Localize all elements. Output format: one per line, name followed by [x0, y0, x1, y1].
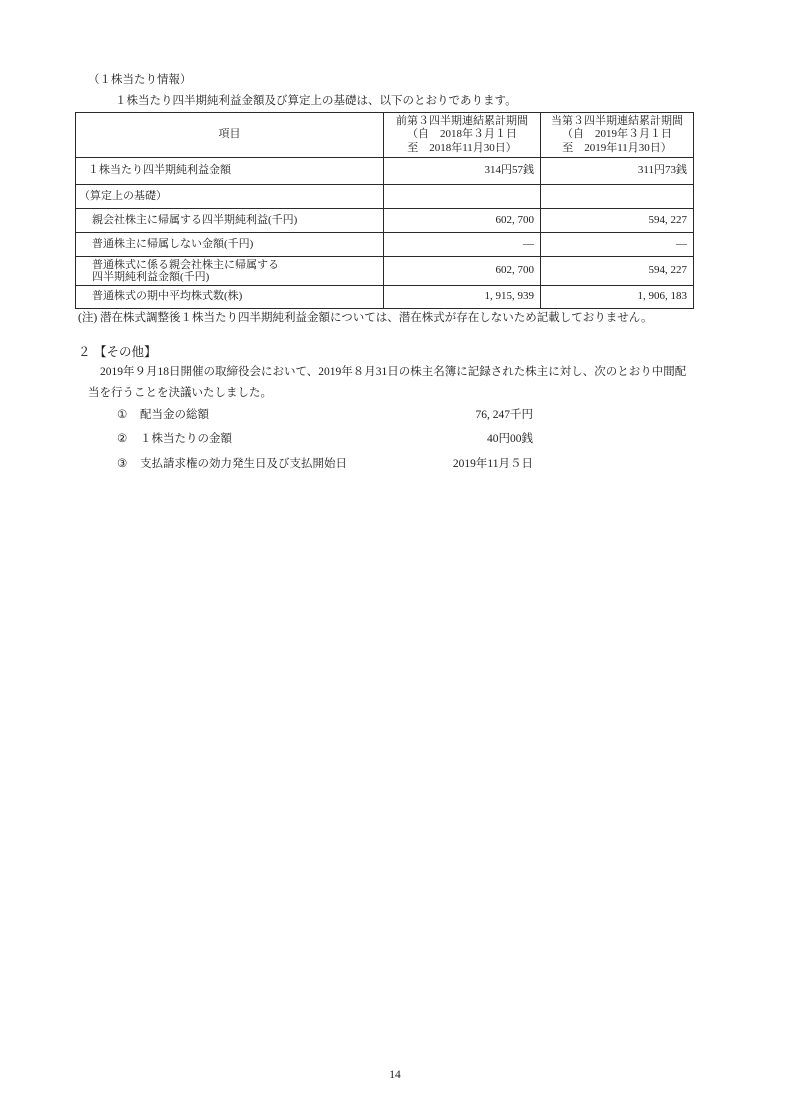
table-row [76, 185, 694, 209]
prev-period-value: 602, 700 [384, 209, 541, 233]
prev-period-value: 602, 700 [384, 257, 541, 286]
info-heading: （１株当たり情報） [88, 74, 192, 86]
prev-period-header-line: 至 2018年11月30日） [407, 141, 517, 154]
paragraph-line: 当を行うことを決議いたしました。 [88, 387, 272, 399]
item-label: 配当金の総額 [140, 409, 209, 421]
prev-period-value [384, 185, 541, 209]
current-period-header-line: （自 2019年３月１日 [562, 128, 672, 141]
item-value: 76, 247千円 [475, 409, 533, 421]
item-marker: ② [117, 433, 128, 445]
row-label-line: 普通株式に係る親会社株主に帰属する [92, 258, 279, 271]
table-row [76, 233, 694, 257]
dividend-item [0, 408, 790, 422]
item-marker: ① [117, 409, 128, 421]
table-header-row [76, 113, 694, 158]
current-period-header-line: 至 2019年11月30日） [562, 141, 672, 154]
row-label [76, 209, 384, 233]
row-label-line: 四半期純利益金額(千円) [92, 271, 210, 283]
item-label: １株当たりの金額 [140, 433, 232, 445]
row-label-line: 親会社株主に帰属する四半期純利益(千円) [92, 213, 298, 226]
current-period-header [541, 113, 694, 158]
prev-period-value: 1, 915, 939 [384, 286, 541, 309]
current-period-value [541, 185, 694, 209]
current-period-value: 311円73銭 [541, 158, 694, 185]
current-period-value: 1, 906, 183 [541, 286, 694, 309]
section-number: ２ [78, 345, 91, 359]
page-number: 14 [389, 1069, 401, 1081]
dividend-item [0, 457, 790, 471]
earnings-per-share-table [75, 112, 694, 309]
table-footnote: (注) 潜在株式調整後１株当たり四半期純利益金額については、潜在株式が存在しないため記載しておりません。 [78, 312, 653, 324]
table-row [76, 286, 694, 309]
item-column-header: 項目 [76, 113, 384, 158]
current-period-value: 594, 227 [541, 257, 694, 286]
current-period-header-line: 当第３四半期連結累計期間 [551, 114, 683, 127]
row-label [76, 158, 384, 185]
prev-period-header [384, 113, 541, 158]
info-intro: １株当たり四半期純利益金額及び算定上の基礎は、以下のとおりであります。 [115, 95, 517, 107]
current-period-value: 594, 227 [541, 209, 694, 233]
row-label-line: 普通株式の期中平均株式数(株) [92, 290, 243, 303]
row-label-line: 普通株主に帰属しない金額(千円) [92, 237, 254, 250]
row-label [76, 257, 384, 286]
item-label: 支払請求権の効力発生日及び支払開始日 [140, 458, 347, 470]
table-row [76, 257, 694, 286]
table-row [76, 209, 694, 233]
row-label-line: （算定上の基礎） [79, 189, 167, 202]
dividend-item [0, 432, 790, 446]
section-title: 【その他】 [94, 345, 157, 359]
paragraph-line: 2019年９月18日開催の取締役会において、2019年８月31日の株主名簿に記録された株主に対し、次のとおり中間配 [100, 366, 687, 378]
item-marker: ③ [117, 458, 128, 470]
prev-period-value: 314円57銭 [384, 158, 541, 185]
row-label [76, 233, 384, 257]
table-row [76, 158, 694, 185]
prev-period-header-line: 前第３四半期連結累計期間 [396, 114, 528, 127]
current-period-value: ― [541, 233, 694, 257]
prev-period-header-line: （自 2018年３月１日 [407, 128, 517, 141]
prev-period-value: ― [384, 233, 541, 257]
row-label [76, 286, 384, 309]
item-value: 2019年11月５日 [452, 458, 533, 470]
row-label [76, 185, 384, 209]
item-value: 40円00銭 [487, 433, 533, 445]
row-label-line: １株当たり四半期純利益金額 [88, 164, 231, 177]
